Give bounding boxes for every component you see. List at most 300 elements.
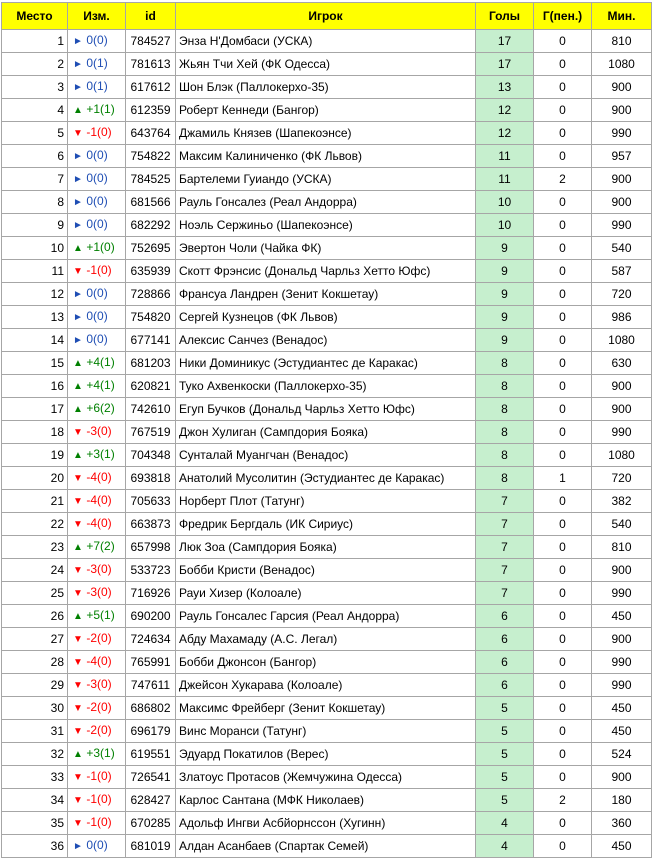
penalty-goals-cell: 0 [534, 53, 592, 76]
penalty-goals-cell: 0 [534, 191, 592, 214]
goals-cell: 7 [476, 582, 534, 605]
player-cell: Рауль Гонсалез (Реал Андорра) [176, 191, 476, 214]
change-value: +3(1) [86, 447, 115, 461]
place-cell: 36 [2, 835, 68, 858]
place-cell: 22 [2, 513, 68, 536]
place-cell: 31 [2, 720, 68, 743]
id-cell: 747611 [126, 674, 176, 697]
arrow-down-icon: ▼ [73, 726, 83, 737]
minutes-cell: 900 [592, 76, 652, 99]
penalty-goals-cell: 0 [534, 99, 592, 122]
arrow-right-icon: ► [73, 36, 83, 47]
arrow-right-icon: ► [73, 59, 83, 70]
id-cell: 681019 [126, 835, 176, 858]
change-value: +6(2) [86, 401, 115, 415]
change-value: -3(0) [86, 677, 112, 691]
change-cell [68, 467, 126, 490]
header-id[interactable]: id [126, 3, 176, 30]
penalty-goals-cell: 0 [534, 697, 592, 720]
header-player[interactable]: Игрок [176, 3, 476, 30]
change-value: +5(1) [86, 608, 115, 622]
place-cell: 13 [2, 306, 68, 329]
table-row[interactable] [2, 30, 652, 53]
change-cell [68, 306, 126, 329]
change-value: 0(0) [86, 309, 108, 323]
minutes-cell: 450 [592, 605, 652, 628]
minutes-cell: 540 [592, 237, 652, 260]
minutes-cell: 720 [592, 467, 652, 490]
penalty-goals-cell: 0 [534, 398, 592, 421]
minutes-cell: 900 [592, 375, 652, 398]
change-cell [68, 743, 126, 766]
change-cell [68, 30, 126, 53]
id-cell: 620821 [126, 375, 176, 398]
change-cell [68, 536, 126, 559]
place-cell: 17 [2, 398, 68, 421]
change-value: -1(0) [86, 815, 112, 829]
goals-cell: 9 [476, 237, 534, 260]
goals-cell: 6 [476, 651, 534, 674]
id-cell: 696179 [126, 720, 176, 743]
player-cell: Люк Зоа (Сампдория Бояка) [176, 536, 476, 559]
penalty-goals-cell: 2 [534, 168, 592, 191]
penalty-goals-cell: 0 [534, 444, 592, 467]
player-cell: Сунталай Муангчан (Венадос) [176, 444, 476, 467]
penalty-goals-cell: 0 [534, 605, 592, 628]
change-cell [68, 789, 126, 812]
change-value: -4(0) [86, 654, 112, 668]
penalty-goals-cell: 0 [534, 835, 592, 858]
table-row[interactable] [2, 536, 652, 559]
table-row[interactable] [2, 513, 652, 536]
id-cell: 533723 [126, 559, 176, 582]
header-goals[interactable]: Голы [476, 3, 534, 30]
id-cell: 705633 [126, 490, 176, 513]
table-row[interactable] [2, 467, 652, 490]
place-cell: 9 [2, 214, 68, 237]
arrow-down-icon: ▼ [73, 588, 83, 599]
change-cell [68, 697, 126, 720]
id-cell: 690200 [126, 605, 176, 628]
penalty-goals-cell: 2 [534, 789, 592, 812]
scorers-table [1, 2, 652, 858]
change-cell [68, 168, 126, 191]
table-row[interactable] [2, 559, 652, 582]
player-cell: Максимс Фрейберг (Зенит Кокшетау) [176, 697, 476, 720]
player-cell: Бобби Джонсон (Бангор) [176, 651, 476, 674]
arrow-up-icon: ▲ [73, 105, 83, 116]
minutes-cell: 990 [592, 122, 652, 145]
arrow-down-icon: ▼ [73, 266, 83, 277]
goals-cell: 5 [476, 720, 534, 743]
place-cell: 20 [2, 467, 68, 490]
arrow-right-icon: ► [73, 174, 83, 185]
id-cell: 726541 [126, 766, 176, 789]
table-row[interactable] [2, 329, 652, 352]
header-place[interactable]: Место [2, 3, 68, 30]
goals-cell: 5 [476, 766, 534, 789]
arrow-up-icon: ▲ [73, 243, 83, 254]
arrow-right-icon: ► [73, 841, 83, 852]
change-value: 0(0) [86, 332, 108, 346]
goals-cell: 7 [476, 559, 534, 582]
player-cell: Джейсон Хукарава (Колоале) [176, 674, 476, 697]
id-cell: 617612 [126, 76, 176, 99]
arrow-down-icon: ▼ [73, 818, 83, 829]
penalty-goals-cell: 0 [534, 283, 592, 306]
table-row[interactable] [2, 260, 652, 283]
player-cell: Норберт Плот (Татунг) [176, 490, 476, 513]
goals-cell: 5 [476, 743, 534, 766]
place-cell: 16 [2, 375, 68, 398]
place-cell: 6 [2, 145, 68, 168]
id-cell: 781613 [126, 53, 176, 76]
id-cell: 682292 [126, 214, 176, 237]
place-cell: 29 [2, 674, 68, 697]
minutes-cell: 900 [592, 628, 652, 651]
change-value: 0(1) [86, 79, 108, 93]
id-cell: 704348 [126, 444, 176, 467]
table-row[interactable] [2, 766, 652, 789]
change-cell [68, 490, 126, 513]
id-cell: 670285 [126, 812, 176, 835]
table-row[interactable] [2, 605, 652, 628]
place-cell: 28 [2, 651, 68, 674]
goals-cell: 7 [476, 490, 534, 513]
id-cell: 628427 [126, 789, 176, 812]
table-row[interactable] [2, 283, 652, 306]
place-cell: 1 [2, 30, 68, 53]
arrow-down-icon: ▼ [73, 795, 83, 806]
minutes-cell: 990 [592, 582, 652, 605]
minutes-cell: 630 [592, 352, 652, 375]
id-cell: 724634 [126, 628, 176, 651]
goals-cell: 10 [476, 214, 534, 237]
table-row[interactable] [2, 398, 652, 421]
minutes-cell: 587 [592, 260, 652, 283]
arrow-down-icon: ▼ [73, 772, 83, 783]
goals-cell: 8 [476, 467, 534, 490]
table-row[interactable] [2, 306, 652, 329]
id-cell: 677141 [126, 329, 176, 352]
player-cell: Жьян Тчи Хей (ФК Одесса) [176, 53, 476, 76]
id-cell: 716926 [126, 582, 176, 605]
minutes-cell: 450 [592, 720, 652, 743]
table-row[interactable] [2, 214, 652, 237]
minutes-cell: 900 [592, 191, 652, 214]
goals-cell: 9 [476, 306, 534, 329]
minutes-cell: 957 [592, 145, 652, 168]
change-value: +1(1) [86, 102, 115, 116]
place-cell: 4 [2, 99, 68, 122]
table-row[interactable] [2, 375, 652, 398]
table-row[interactable] [2, 789, 652, 812]
penalty-goals-cell: 0 [534, 628, 592, 651]
place-cell: 10 [2, 237, 68, 260]
arrow-down-icon: ▼ [73, 634, 83, 645]
change-value: +4(1) [86, 378, 115, 392]
player-cell: Скотт Фрэнсис (Дональд Чарльз Хетто Юфс) [176, 260, 476, 283]
goals-cell: 8 [476, 421, 534, 444]
id-cell: 681566 [126, 191, 176, 214]
change-value: +1(0) [86, 240, 115, 254]
goals-cell: 6 [476, 674, 534, 697]
player-cell: Абду Махамаду (А.С. Легал) [176, 628, 476, 651]
header-penalty-goals[interactable]: Г(пен.) [534, 3, 592, 30]
penalty-goals-cell: 0 [534, 674, 592, 697]
penalty-goals-cell: 0 [534, 766, 592, 789]
change-cell [68, 605, 126, 628]
table-row[interactable] [2, 145, 652, 168]
minutes-cell: 986 [592, 306, 652, 329]
place-cell: 26 [2, 605, 68, 628]
arrow-up-icon: ▲ [73, 450, 83, 461]
goals-cell: 6 [476, 605, 534, 628]
goals-cell: 4 [476, 812, 534, 835]
change-cell [68, 582, 126, 605]
table-row[interactable] [2, 168, 652, 191]
goals-cell: 8 [476, 352, 534, 375]
table-row[interactable] [2, 444, 652, 467]
goals-cell: 7 [476, 536, 534, 559]
minutes-cell: 990 [592, 674, 652, 697]
minutes-cell: 180 [592, 789, 652, 812]
header-change[interactable]: Изм. [68, 3, 126, 30]
player-cell: Шон Блэк (Паллокерхо-35) [176, 76, 476, 99]
goals-cell: 9 [476, 283, 534, 306]
change-cell [68, 237, 126, 260]
change-cell [68, 720, 126, 743]
change-value: -4(0) [86, 493, 112, 507]
change-cell [68, 145, 126, 168]
change-cell [68, 283, 126, 306]
change-value: 0(0) [86, 171, 108, 185]
header-row [2, 3, 652, 30]
minutes-cell: 810 [592, 30, 652, 53]
table-row[interactable] [2, 490, 652, 513]
penalty-goals-cell: 0 [534, 329, 592, 352]
id-cell: 681203 [126, 352, 176, 375]
id-cell: 754822 [126, 145, 176, 168]
table-row[interactable] [2, 720, 652, 743]
minutes-cell: 990 [592, 421, 652, 444]
change-cell [68, 191, 126, 214]
minutes-cell: 900 [592, 559, 652, 582]
place-cell: 19 [2, 444, 68, 467]
arrow-up-icon: ▲ [73, 381, 83, 392]
minutes-cell: 540 [592, 513, 652, 536]
table-row[interactable] [2, 582, 652, 605]
table-row[interactable] [2, 352, 652, 375]
place-cell: 27 [2, 628, 68, 651]
id-cell: 663873 [126, 513, 176, 536]
change-value: -1(0) [86, 263, 112, 277]
table-row[interactable] [2, 651, 652, 674]
player-cell: Туко Ахвенкоски (Паллокерхо-35) [176, 375, 476, 398]
arrow-down-icon: ▼ [73, 657, 83, 668]
change-value: -3(0) [86, 424, 112, 438]
minutes-cell: 900 [592, 398, 652, 421]
arrow-down-icon: ▼ [73, 703, 83, 714]
header-minutes[interactable]: Мин. [592, 3, 652, 30]
penalty-goals-cell: 0 [534, 421, 592, 444]
table-row[interactable] [2, 122, 652, 145]
arrow-right-icon: ► [73, 197, 83, 208]
change-value: 0(0) [86, 838, 108, 852]
minutes-cell: 720 [592, 283, 652, 306]
place-cell: 14 [2, 329, 68, 352]
arrow-right-icon: ► [73, 220, 83, 231]
penalty-goals-cell: 0 [534, 76, 592, 99]
goals-cell: 8 [476, 444, 534, 467]
penalty-goals-cell: 0 [534, 720, 592, 743]
change-value: 0(0) [86, 217, 108, 231]
id-cell: 693818 [126, 467, 176, 490]
id-cell: 742610 [126, 398, 176, 421]
player-cell: Карлос Сантана (МФК Николаев) [176, 789, 476, 812]
arrow-right-icon: ► [73, 82, 83, 93]
arrow-down-icon: ▼ [73, 680, 83, 691]
goals-cell: 12 [476, 99, 534, 122]
change-value: -4(0) [86, 516, 112, 530]
goals-cell: 13 [476, 76, 534, 99]
change-cell [68, 122, 126, 145]
goals-cell: 4 [476, 835, 534, 858]
id-cell: 657998 [126, 536, 176, 559]
place-cell: 24 [2, 559, 68, 582]
place-cell: 12 [2, 283, 68, 306]
place-cell: 33 [2, 766, 68, 789]
change-value: -2(0) [86, 723, 112, 737]
change-cell [68, 766, 126, 789]
change-cell [68, 76, 126, 99]
goals-cell: 8 [476, 398, 534, 421]
penalty-goals-cell: 0 [534, 582, 592, 605]
change-cell [68, 674, 126, 697]
table-row[interactable] [2, 835, 652, 858]
minutes-cell: 990 [592, 214, 652, 237]
id-cell: 686802 [126, 697, 176, 720]
player-cell: Бобби Кристи (Венадос) [176, 559, 476, 582]
table-row[interactable] [2, 76, 652, 99]
minutes-cell: 450 [592, 697, 652, 720]
arrow-up-icon: ▲ [73, 542, 83, 553]
table-row[interactable] [2, 628, 652, 651]
table-row[interactable] [2, 237, 652, 260]
change-value: -2(0) [86, 700, 112, 714]
change-value: 0(0) [86, 33, 108, 47]
goals-cell: 6 [476, 628, 534, 651]
arrow-down-icon: ▼ [73, 427, 83, 438]
change-value: -3(0) [86, 585, 112, 599]
player-cell: Эвертон Чоли (Чайка ФК) [176, 237, 476, 260]
minutes-cell: 900 [592, 766, 652, 789]
arrow-right-icon: ► [73, 335, 83, 346]
change-value: +3(1) [86, 746, 115, 760]
place-cell: 30 [2, 697, 68, 720]
change-value: 0(0) [86, 148, 108, 162]
arrow-down-icon: ▼ [73, 519, 83, 530]
table-row[interactable] [2, 674, 652, 697]
arrow-up-icon: ▲ [73, 611, 83, 622]
change-value: +4(1) [86, 355, 115, 369]
table-row[interactable] [2, 99, 652, 122]
goals-cell: 5 [476, 789, 534, 812]
change-cell [68, 352, 126, 375]
id-cell: 784525 [126, 168, 176, 191]
player-cell: Ноэль Сержиньо (Шапекоэнсе) [176, 214, 476, 237]
table-row[interactable] [2, 53, 652, 76]
table-row[interactable] [2, 191, 652, 214]
player-cell: Джамиль Князев (Шапекоэнсе) [176, 122, 476, 145]
penalty-goals-cell: 0 [534, 237, 592, 260]
minutes-cell: 1080 [592, 444, 652, 467]
table-row[interactable] [2, 743, 652, 766]
change-cell [68, 375, 126, 398]
id-cell: 765991 [126, 651, 176, 674]
place-cell: 32 [2, 743, 68, 766]
minutes-cell: 900 [592, 168, 652, 191]
table-row[interactable] [2, 812, 652, 835]
penalty-goals-cell: 0 [534, 536, 592, 559]
player-cell: Рауи Хизер (Колоале) [176, 582, 476, 605]
penalty-goals-cell: 0 [534, 214, 592, 237]
player-cell: Рауль Гонсалес Гарсия (Реал Андорра) [176, 605, 476, 628]
player-cell: Ники Доминикус (Эстудиантес де Каракас) [176, 352, 476, 375]
table-row[interactable] [2, 697, 652, 720]
place-cell: 18 [2, 421, 68, 444]
player-cell: Бартелеми Гуиандо (УСКА) [176, 168, 476, 191]
id-cell: 619551 [126, 743, 176, 766]
penalty-goals-cell: 0 [534, 260, 592, 283]
penalty-goals-cell: 0 [534, 513, 592, 536]
penalty-goals-cell: 0 [534, 145, 592, 168]
place-cell: 3 [2, 76, 68, 99]
goals-cell: 12 [476, 122, 534, 145]
change-cell [68, 99, 126, 122]
place-cell: 15 [2, 352, 68, 375]
change-cell [68, 421, 126, 444]
id-cell: 643764 [126, 122, 176, 145]
player-cell: Алексис Санчез (Венадос) [176, 329, 476, 352]
change-value: +7(2) [86, 539, 115, 553]
penalty-goals-cell: 0 [534, 352, 592, 375]
id-cell: 784527 [126, 30, 176, 53]
player-cell: Максим Калиниченко (ФК Львов) [176, 145, 476, 168]
minutes-cell: 360 [592, 812, 652, 835]
player-cell: Роберт Кеннеди (Бангор) [176, 99, 476, 122]
player-cell: Златоус Протасов (Жемчужина Одесса) [176, 766, 476, 789]
goals-cell: 11 [476, 145, 534, 168]
penalty-goals-cell: 0 [534, 559, 592, 582]
table-row[interactable] [2, 421, 652, 444]
player-cell: Адольф Ингви Асбйорнссон (Хугинн) [176, 812, 476, 835]
player-cell: Винс Моранси (Татунг) [176, 720, 476, 743]
change-value: -2(0) [86, 631, 112, 645]
place-cell: 2 [2, 53, 68, 76]
goals-cell: 17 [476, 53, 534, 76]
id-cell: 754820 [126, 306, 176, 329]
place-cell: 5 [2, 122, 68, 145]
arrow-down-icon: ▼ [73, 128, 83, 139]
arrow-down-icon: ▼ [73, 565, 83, 576]
arrow-right-icon: ► [73, 289, 83, 300]
minutes-cell: 900 [592, 99, 652, 122]
arrow-down-icon: ▼ [73, 473, 83, 484]
change-cell [68, 53, 126, 76]
penalty-goals-cell: 1 [534, 467, 592, 490]
goals-cell: 9 [476, 329, 534, 352]
